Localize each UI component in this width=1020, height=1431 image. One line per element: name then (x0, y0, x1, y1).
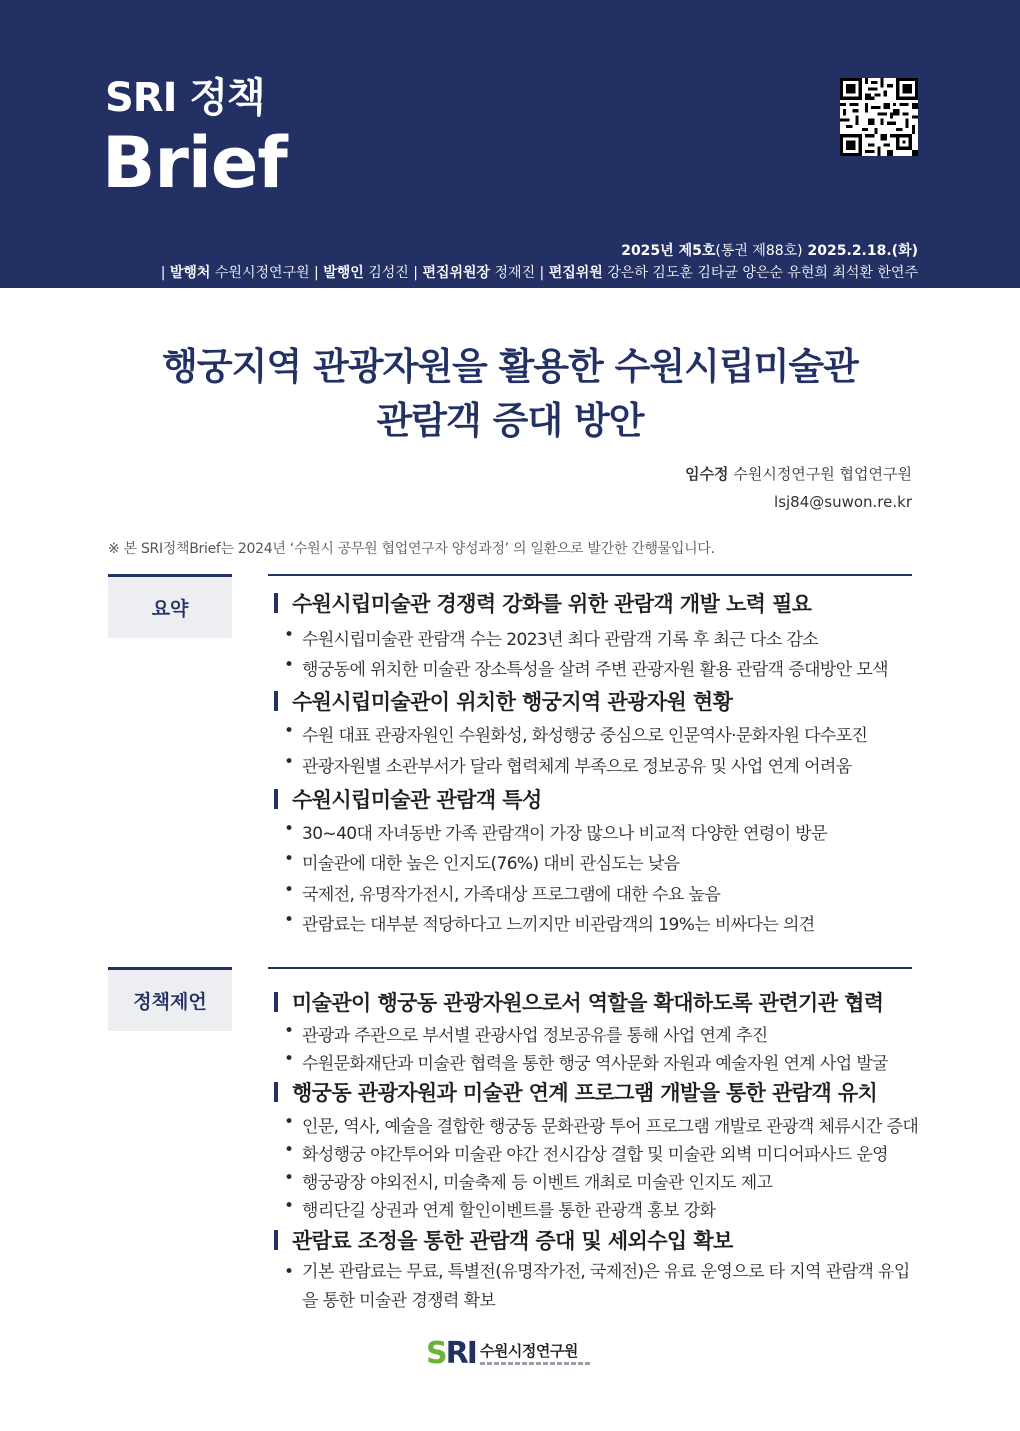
document-title (0, 340, 1020, 448)
issue-date: 2025.2.18.(화) (807, 243, 918, 259)
issue-total: (통권 제88호) (715, 243, 803, 259)
summary-bullet: • 미술관에 대한 높은 인지도(76%) 대비 관심도는 낮음 (284, 849, 680, 874)
policy-bullet: • 기본 관람료는 무료, 특별전(유명작가전, 국제전)은 유료 운영으로 타 지역 관람객 유입을 통한 미술관 경쟁력 확보 (284, 1258, 914, 1316)
org-name: 수원시정연구원 (479, 1341, 578, 1360)
bullet-dot: • (284, 625, 294, 645)
author-email[interactable]: lsj84@suwon.re.kr (774, 493, 912, 511)
summary-bullet: • 국제전, 유명작가전시, 가족대상 프로그램에 대한 수요 높음 (284, 880, 721, 905)
publisher-label: 발행처 (169, 265, 211, 281)
policy-divider (268, 967, 912, 969)
brand-title-line2: Brief (102, 122, 287, 204)
issue-number: 2025년 제5호 (621, 243, 716, 259)
author-name: 임수정 (685, 465, 729, 483)
bullet-dot: • (284, 1196, 294, 1216)
bullet-dot: • (284, 910, 294, 930)
chief-editor-label: 편집위원장 (422, 265, 491, 281)
policy-heading-2: 행궁동 관광자원과 미술관 연계 프로그램 개발을 통한 관람객 유치 (274, 1077, 877, 1107)
bullet-dot: • (284, 1140, 294, 1160)
bullet-dot: • (284, 1112, 294, 1132)
policy-bullet: • 수원문화재단과 미술관 협력을 통한 행궁 역사문화 자원과 예술자원 연계 사업 발굴 (284, 1049, 888, 1074)
summary-heading-1: 수원시립미술관 경쟁력 강화를 위한 관람객 개발 노력 필요 (274, 588, 811, 618)
logo-subtitle-graphic (480, 1362, 592, 1365)
summary-bullet: • 수원 대표 관광자원인 수원화성, 화성행궁 중심으로 인문역사·문화자원 다수포진 (284, 721, 868, 746)
logo-text (480, 1343, 592, 1366)
heading-bar (274, 593, 278, 613)
summary-bullet: • 행궁동에 위치한 미술관 장소특성을 살려 주변 관광자원 활용 관람객 증대방안 모색 (284, 655, 888, 680)
bullet-dot: • (284, 752, 294, 772)
staff-info: | 발행처 수원시정연구원 | 발행인 김성진 | 편집위원장 정재진 | 편집위원 강은하 김도훈 김타균 양은순 유현희 최석환 한연주 (160, 265, 918, 281)
summary-bullet: • 30~40대 자녀동반 가족 관람객이 가장 많으나 비교적 다양한 연령이 방문 (284, 819, 827, 844)
issue-info (621, 240, 918, 260)
brand-title-line1: SRI 정책 (105, 75, 265, 121)
issuer-label: 발행인 (323, 265, 364, 281)
brief-header (0, 0, 1020, 288)
policy-label: 정책제언 (108, 967, 232, 1031)
summary-label: 요약 (108, 574, 232, 638)
author-line (685, 463, 912, 484)
policy-bullet: • 관광과 주관으로 부서별 관광사업 정보공유를 통해 사업 연계 추진 (284, 1021, 768, 1046)
policy-bullet: • 행리단길 상권과 연계 할인이벤트를 통한 관광객 홍보 강화 (284, 1196, 716, 1221)
heading-bar (274, 789, 278, 809)
sri-logo-mark: SRI (426, 1336, 476, 1371)
issuer: 김성진 (368, 265, 409, 281)
summary-divider (268, 574, 912, 576)
policy-bullet: • 행궁광장 야외전시, 미술축제 등 이벤트 개최로 미술관 인지도 제고 (284, 1168, 773, 1193)
title-line2: 관람객 증대 방안 (376, 399, 644, 442)
policy-heading-3: 관람료 조정을 통한 관람객 증대 및 세외수입 확보 (274, 1225, 733, 1255)
heading-bar (274, 1230, 278, 1250)
summary-bullet: • 수원시립미술관 관람객 수는 2023년 최다 관람객 기록 후 최근 다소 감소 (284, 625, 819, 650)
bullet-dot: • (284, 880, 294, 900)
heading-bar (274, 1082, 278, 1102)
bullet-dot: • (284, 1168, 294, 1188)
chief-editor: 정재진 (494, 265, 536, 281)
editors: 강은하 김도훈 김타균 양은순 유현희 최석환 한연주 (607, 265, 918, 281)
summary-heading-2: 수원시립미술관이 위치한 행궁지역 관광자원 현황 (274, 686, 732, 716)
publication-notice: ※ 본 SRI정책Brief는 2024년 ‘수원시 공무원 협업연구자 양성과정’ 의 일환으로 발간한 간행물입니다. (108, 541, 715, 557)
bullet-dot: • (284, 721, 294, 741)
bullet-dot: • (284, 1049, 294, 1069)
summary-heading-3: 수원시립미술관 관람객 특성 (274, 784, 542, 814)
bullet-dot: • (284, 1021, 294, 1041)
policy-bullet: • 화성행궁 야간투어와 미술관 야간 전시감상 결합 및 미술관 외벽 미디어파사드 운영 (284, 1140, 888, 1165)
publisher: 수원시정연구원 (214, 265, 310, 281)
policy-heading-1: 미술관이 행궁동 관광자원으로서 역할을 확대하도록 관련기관 협력 (274, 987, 883, 1017)
heading-bar (274, 992, 278, 1012)
footer-logo (426, 1336, 592, 1371)
bullet-dot: • (284, 655, 294, 675)
bullet-dot: • (284, 1262, 294, 1282)
title-line1: 행궁지역 관광자원을 활용한 수원시립미술관 (162, 345, 858, 388)
bullet-dot: • (284, 819, 294, 839)
summary-bullet: • 관광자원별 소관부서가 달라 협력체계 부족으로 정보공유 및 사업 연계 어려움 (284, 752, 852, 777)
editors-label: 편집위원 (548, 265, 603, 281)
qr-code-icon[interactable] (840, 78, 918, 156)
policy-bullet: • 인문, 역사, 예술을 결합한 행궁동 문화관광 투어 프로그램 개발로 관광객 체류시간 증대 (284, 1112, 919, 1137)
heading-bar (274, 691, 278, 711)
summary-bullet: • 관람료는 대부분 적당하다고 느끼지만 비관람객의 19%는 비싸다는 의견 (284, 910, 815, 935)
bullet-dot: • (284, 849, 294, 869)
author-affiliation: 수원시정연구원 협업연구원 (733, 465, 912, 483)
